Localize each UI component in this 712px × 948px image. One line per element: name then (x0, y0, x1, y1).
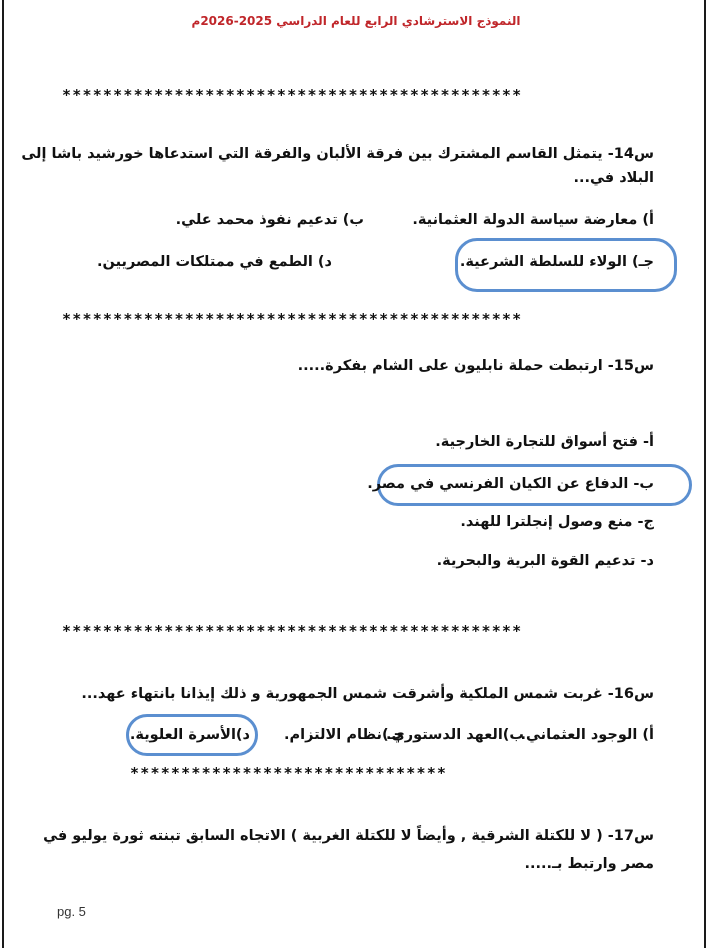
q16-option-d: د)الأسرة العلوية. (129, 727, 250, 743)
separator-stars: ********************************************* (62, 86, 523, 104)
q16-question: س16- غربت شمس الملكية وأشرقت شمس الجمهورية و ذلك إيذانا بانتهاء عهد... (81, 686, 654, 702)
q17-question-line2: مصر وارتبط بـ..... (524, 856, 654, 872)
q15-option-b: ب- الدفاع عن الكيان الفرنسي في مصر. (367, 476, 654, 492)
q16-option-a: أ) الوجود العثماني. (520, 727, 654, 743)
q16-option-b: ب)العهد الدستوري. (386, 727, 524, 743)
q14-option-c: جـ) الولاء للسلطة الشرعية. (459, 254, 654, 270)
q14-question-line2: البلاد في... (573, 170, 654, 186)
q15-option-d: د- تدعيم القوة البرية والبحرية. (436, 553, 654, 569)
page-header-title: النموذج الاسترشادي الرابع للعام الدراسي 2025-2026م (191, 14, 521, 28)
q15-question: س15- ارتبطت حملة نابليون على الشام بفكرة..... (297, 358, 654, 374)
q15-option-a: أ- فتح أسواق للتجارة الخارجية. (435, 434, 654, 450)
q17-question-line1: س17- ( لا للكتلة الشرقية , وأيضاً لا للكتلة الغربية ) الاتجاه السابق تبنته ثورة يوليو في (43, 828, 654, 844)
separator-stars-short: ******************************* (130, 764, 448, 782)
q14-option-b: ب) تدعيم نفوذ محمد علي. (175, 212, 364, 228)
q14-option-a: أ) معارضة سياسة الدولة العثمانية. (412, 212, 654, 228)
separator-stars: ********************************************* (62, 622, 523, 640)
q15-option-c: ج- منع وصول إنجلترا للهند. (460, 514, 654, 530)
separator-stars: ********************************************* (62, 310, 523, 328)
page-number: pg. 5 (57, 904, 86, 919)
page-border-right (704, 0, 706, 948)
page-border-left (2, 0, 4, 948)
q16-option-c: جـ)نظام الالتزام. (284, 727, 404, 743)
q14-option-d: د) الطمع في ممتلكات المصريين. (97, 254, 332, 270)
q14-question-line1: س14- يتمثل القاسم المشترك بين فرقة الألبان والفرقة التي استدعاها خورشيد باشا إلى (21, 146, 654, 162)
